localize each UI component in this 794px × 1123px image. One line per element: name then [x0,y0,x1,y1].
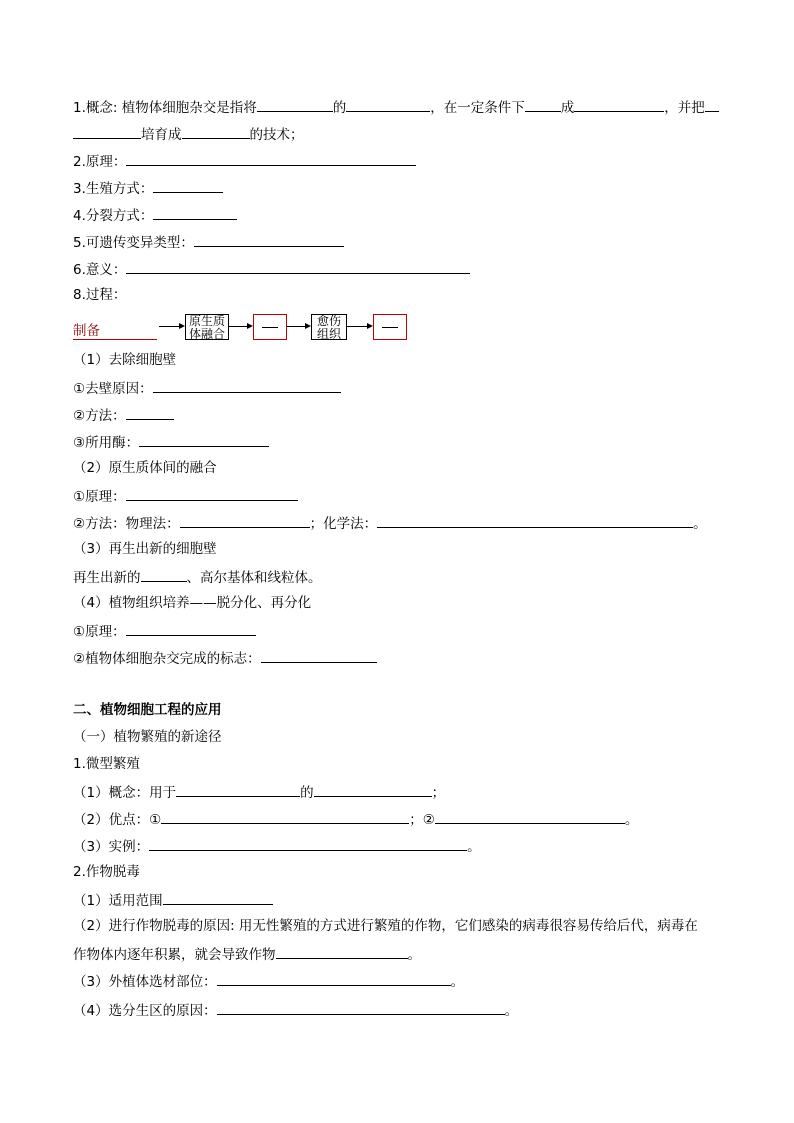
blank[interactable] [126,151,416,166]
sub1-title: （1）去除细胞壁 [73,352,177,368]
meaning-line [73,259,470,279]
sub2-title: （2）原生质体间的融合 [73,460,217,476]
blank-box-2[interactable] [373,314,407,340]
sub1-method-label: ②方法： [73,408,126,424]
zone-a: （4）选分生区的原因： [73,1003,217,1019]
callus-box [311,314,347,340]
box1-line2: 体融合 [188,326,225,340]
repro-label: 3.生殖方式： [73,181,154,197]
variation-label: 5.可遗传变异类型： [73,235,194,251]
sub2-principle-label: ①原理： [73,489,126,505]
micro-example-line [73,836,481,856]
concept-line-2 [73,124,304,144]
prep-label: 制备 [73,319,157,340]
sub1-enzyme-label: ③所用酶： [73,435,140,451]
sub3-text-b: 、高尔基体和线粒体。 [186,570,322,586]
box3-line1: 愈伤 [316,314,341,328]
scope-label: （1）适用范围 [73,893,163,909]
sub2-method-a: ②方法：物理法： [73,516,180,532]
meaning-label: 6.意义： [73,262,127,278]
sub1-method-line [73,405,174,425]
blank-box-1[interactable] [253,314,287,340]
micro-adv-line [73,809,638,829]
box3-line2: 组织 [316,326,341,340]
blank[interactable] [153,378,341,393]
sub2-method-line [73,513,707,533]
section2-sub: （一）植物繁殖的新途径 [73,729,222,745]
blank[interactable] [574,97,664,112]
blank[interactable] [257,97,333,112]
sub2-principle-line [73,486,298,506]
principle-line [73,151,416,171]
sub4-principle-label: ①原理： [73,624,126,640]
blank[interactable] [182,124,250,139]
blank[interactable] [217,1000,505,1015]
reason-b: 。 [407,947,421,963]
concept-text-a: 1.概念: 植物体细胞杂交是指将 [73,100,257,116]
sub4-title: （4）植物组织培养——脱分化、再分化 [73,595,312,611]
scope-line [73,890,273,910]
concept-a: （1）概念：用于 [73,785,177,801]
blank[interactable] [139,432,269,447]
blank[interactable] [346,97,430,112]
process-label: 8.过程： [73,287,127,303]
reason-a: 作物体内逐年积累，就会导致作物 [73,947,276,963]
micro-title: 1.微型繁殖 [73,756,140,772]
micro-concept-line [73,782,445,802]
arrow [347,326,369,327]
concept-text-e: ，并把 [664,100,705,116]
zone-b: 。 [504,1003,519,1019]
protoplast-fusion-box [185,314,229,340]
process-flow-diagram [73,312,413,344]
division-line [73,205,237,225]
blank[interactable] [705,97,719,112]
blank[interactable] [161,809,409,824]
concept-text-d: 成 [560,100,575,116]
sub1-reason-label: ①去壁原因： [73,381,153,397]
process-line [73,286,126,304]
adv-c: 。 [624,812,639,828]
example-b: 。 [467,839,481,855]
sub3-text-a: 再生出新的 [73,570,141,586]
sub2-end: 。 [693,516,707,532]
blank[interactable] [435,809,625,824]
repro-line [73,178,223,198]
example-a: （3）实例： [73,839,150,855]
blank[interactable] [261,648,377,663]
concept-text-b: 的 [332,100,347,116]
sub4-principle-line [73,621,256,641]
reason-line-1: （2）进行作物脱毒的原因: 用无性繁殖的方式进行繁殖的作物，它们感染的病毒很容易传给后代，病毒在 [73,918,698,934]
reason-line-2 [73,944,421,964]
explant-line [73,971,464,991]
blank[interactable] [149,836,467,851]
blank[interactable] [176,782,300,797]
sub3-title: （3）再生出新的细胞壁 [73,541,217,557]
division-label: 4.分裂方式： [73,208,154,224]
sub1-enzyme-line [73,432,269,452]
sub1-reason-line [73,378,341,398]
sub2-method-b: ；化学法： [309,516,378,532]
concept-text-c: ，在一定条件下 [430,100,525,116]
blank[interactable] [126,486,298,501]
adv-a: （2）优点：① [73,812,162,828]
blank[interactable] [126,259,470,274]
explant-b: 。 [450,974,465,990]
blank[interactable] [141,567,187,582]
blank[interactable] [194,232,344,247]
box1-line1: 原生质 [188,314,225,328]
section2-heading: 二、植物细胞工程的应用 [73,702,222,718]
concept-b: 的 [300,785,314,801]
blank[interactable] [217,971,451,986]
concept-c: ； [431,785,446,801]
blank[interactable] [153,205,237,220]
detox-title: 2.作物脱毒 [73,864,140,880]
principle-label: 2.原理： [73,154,127,170]
blank[interactable] [314,782,432,797]
sub4-sign-label: ②植物体细胞杂交完成的标志： [73,651,261,667]
blank[interactable] [153,178,223,193]
blank[interactable] [276,944,408,959]
concept-text-g: 的技术； [249,127,304,143]
blank[interactable] [163,890,273,905]
arrow [159,326,181,327]
blank[interactable] [377,513,693,528]
blank[interactable] [126,621,256,636]
concept-line-1 [73,97,719,117]
adv-b: ；② [409,812,435,828]
blank[interactable] [126,405,174,420]
arrow [287,326,307,327]
sub3-text-line [73,567,322,587]
blank[interactable] [73,124,141,139]
variation-line [73,232,344,252]
sub4-sign-line [73,648,377,668]
arrow [229,326,249,327]
explant-a: （3）外植体选材部位： [73,974,217,990]
zone-line [73,1000,518,1020]
blank[interactable] [180,513,310,528]
concept-text-f: 培育成 [141,127,182,143]
blank[interactable] [525,97,561,112]
